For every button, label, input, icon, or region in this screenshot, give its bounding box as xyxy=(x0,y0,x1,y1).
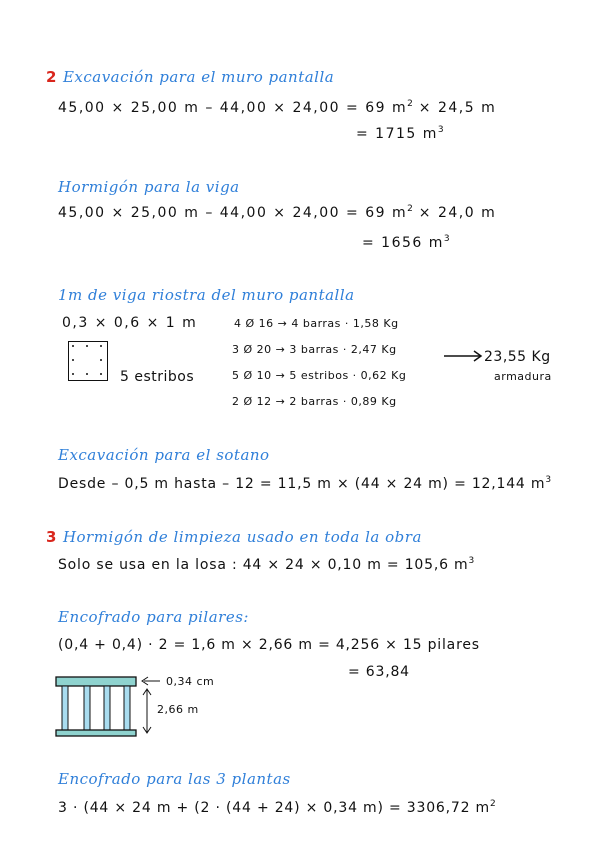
sotano-heading: Excavación para el sotano xyxy=(58,446,270,464)
result-text: = 1715 m xyxy=(356,126,438,142)
riostra-heading: 1m de viga riostra del muro pantalla xyxy=(58,286,355,304)
formula-line xyxy=(58,476,551,491)
section-number: 3 xyxy=(46,528,57,546)
formula-line xyxy=(58,205,496,220)
pilares-heading: Encofrado para pilares: xyxy=(58,608,249,626)
superscript: 3 xyxy=(545,475,552,485)
superscript: 3 xyxy=(468,556,475,566)
formula-text: 45,00 × 25,00 m – 44,00 × 24,00 = 69 m xyxy=(58,205,408,221)
result-line: = 63,84 xyxy=(348,664,410,680)
riostra-dims: 0,3 × 0,6 × 1 m xyxy=(62,315,198,331)
column-height-label: 2,66 m xyxy=(157,703,199,716)
bar-line: 2 Ø 12 → 2 barras · 0,89 Kg xyxy=(232,395,397,408)
stirrup-label: 5 estribos xyxy=(120,369,195,385)
superscript: 3 xyxy=(443,234,450,244)
bar-line: 5 Ø 10 → 5 estribos · 0,62 Kg xyxy=(232,369,407,382)
rebar-dot xyxy=(100,345,102,347)
formula-line: (0,4 + 0,4) · 2 = 1,6 m × 2,66 m = 4,256 × 15 pilares xyxy=(58,637,480,653)
rebar-dot xyxy=(72,373,74,375)
stirrup-section-drawing xyxy=(68,341,108,381)
arrow-icon xyxy=(444,350,484,362)
viga-heading: Hormigón para la viga xyxy=(58,178,240,196)
armadura-total: 23,55 Kg xyxy=(484,349,551,365)
formula-tail: × 24,5 m xyxy=(418,100,497,116)
rebar-dot xyxy=(100,359,102,361)
formula-tail: × 24,0 m xyxy=(418,205,497,221)
section-3-heading xyxy=(46,530,422,545)
formula-text: Desde – 0,5 m hasta – 12 = 11,5 m × (44 × 24 m) = 12,144 m xyxy=(58,476,546,492)
bar-line: 4 Ø 16 → 4 barras · 1,58 Kg xyxy=(234,317,399,330)
heading-text: Excavación para el muro pantalla xyxy=(62,68,335,86)
bar-line: 3 Ø 20 → 3 barras · 2,47 Kg xyxy=(232,343,397,356)
formula-text: Solo se usa en la losa : 44 × 24 × 0,10 m = 105,6 m xyxy=(58,557,469,573)
result-line xyxy=(362,235,450,250)
formula-text: 3 · (44 × 24 m + (2 · (44 + 24) × 0,34 m) = 3306,72 m xyxy=(58,800,490,816)
superscript: 2 xyxy=(407,204,413,214)
plantas-heading: Encofrado para las 3 plantas xyxy=(58,770,291,788)
section-2-heading xyxy=(46,70,334,85)
result-line xyxy=(356,126,444,141)
formula-text: 45,00 × 25,00 m – 44,00 × 24,00 = 69 m xyxy=(58,100,408,116)
rebar-dot xyxy=(86,373,88,375)
armadura-label: armadura xyxy=(494,370,552,383)
formula-line xyxy=(58,800,496,815)
superscript: 2 xyxy=(489,799,496,809)
rebar-dot xyxy=(72,359,74,361)
slab-thickness-label: 0,34 cm xyxy=(166,675,215,688)
result-text: = 1656 m xyxy=(362,235,444,251)
superscript: 2 xyxy=(407,99,413,109)
rebar-dot xyxy=(72,345,74,347)
heading-text: Hormigón de limpieza usado en toda la obra xyxy=(62,528,422,546)
superscript: 3 xyxy=(437,125,444,135)
formula-line xyxy=(58,100,496,115)
rebar-dot xyxy=(100,373,102,375)
formula-line xyxy=(58,557,474,572)
rebar-dot xyxy=(86,345,88,347)
section-number: 2 xyxy=(46,68,57,86)
